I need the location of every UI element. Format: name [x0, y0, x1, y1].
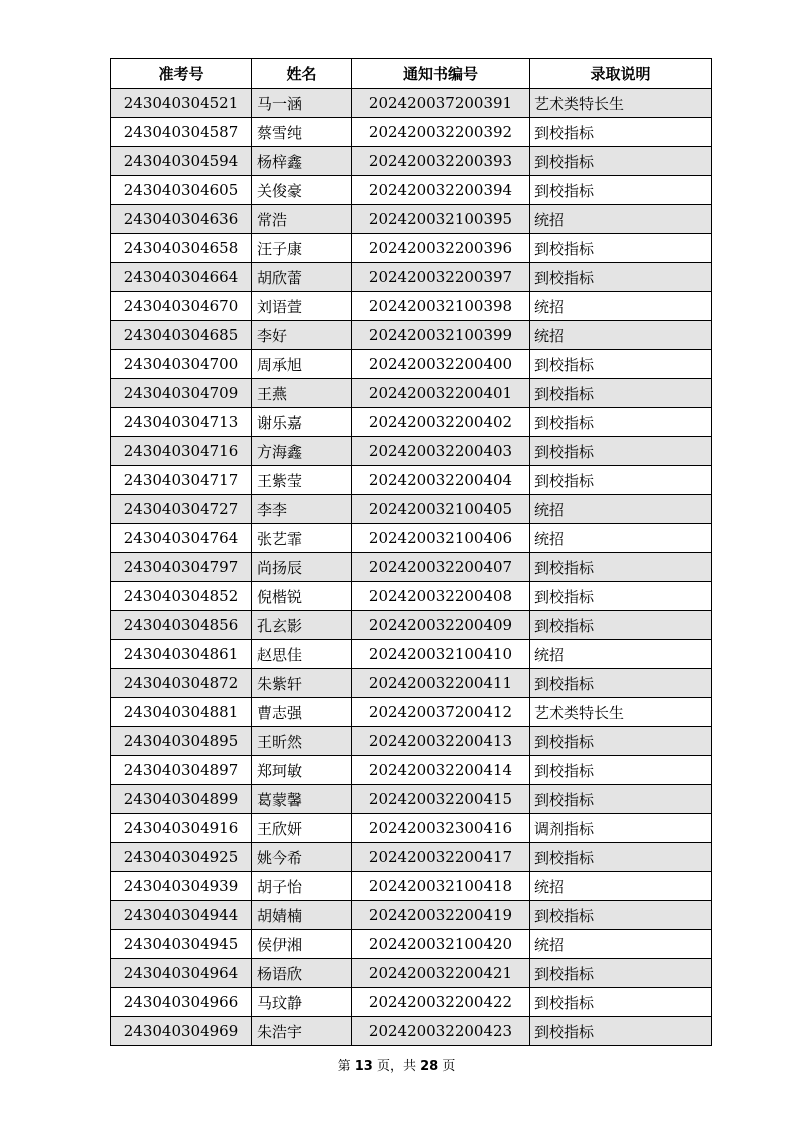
table-row	[111, 147, 712, 176]
exam-id-cell: 243040304969	[111, 1017, 252, 1046]
exam-id-cell: 243040304664	[111, 263, 252, 292]
table-row	[111, 1017, 712, 1046]
notice-number-cell: 202420032200419	[352, 901, 530, 930]
student-name-cell: 王欣妍	[252, 814, 352, 843]
exam-id-cell: 243040304700	[111, 350, 252, 379]
table-row	[111, 669, 712, 698]
page-footer	[0, 1055, 793, 1074]
admission-note-cell: 到校指标	[530, 901, 712, 930]
admission-note-cell: 统招	[530, 640, 712, 669]
admission-note-cell: 到校指标	[530, 147, 712, 176]
admission-note-cell: 到校指标	[530, 1017, 712, 1046]
table-body	[111, 89, 712, 1046]
student-name-cell: 胡婧楠	[252, 901, 352, 930]
notice-number-cell: 202420037200391	[352, 89, 530, 118]
notice-number-cell: 202420032200393	[352, 147, 530, 176]
student-name-cell: 刘语萱	[252, 292, 352, 321]
exam-id-cell: 243040304587	[111, 118, 252, 147]
student-name-cell: 李李	[252, 495, 352, 524]
admission-note-cell: 到校指标	[530, 118, 712, 147]
exam-id-cell: 243040304670	[111, 292, 252, 321]
admission-note-cell: 统招	[530, 872, 712, 901]
student-name-cell: 杨语欣	[252, 959, 352, 988]
exam-id-cell: 243040304636	[111, 205, 252, 234]
footer-middle: 页，共	[376, 1059, 416, 1074]
student-name-cell: 关俊豪	[252, 176, 352, 205]
notice-number-cell: 202420032200397	[352, 263, 530, 292]
notice-number-cell: 202420032200423	[352, 1017, 530, 1046]
table-row	[111, 263, 712, 292]
student-name-cell: 郑珂敏	[252, 756, 352, 785]
student-name-cell: 尚扬辰	[252, 553, 352, 582]
notice-number-cell: 202420032300416	[352, 814, 530, 843]
admission-note-cell: 统招	[530, 930, 712, 959]
exam-id-cell: 243040304899	[111, 785, 252, 814]
student-name-cell: 马玟静	[252, 988, 352, 1017]
notice-number-cell: 202420032200401	[352, 379, 530, 408]
table-row	[111, 234, 712, 263]
exam-id-cell: 243040304939	[111, 872, 252, 901]
notice-number-cell: 202420032100395	[352, 205, 530, 234]
exam-id-cell: 243040304852	[111, 582, 252, 611]
exam-id-cell: 243040304872	[111, 669, 252, 698]
exam-id-cell: 243040304925	[111, 843, 252, 872]
admission-note-cell: 到校指标	[530, 466, 712, 495]
header-exam-id: 准考号	[111, 59, 252, 89]
admission-note-cell: 统招	[530, 495, 712, 524]
student-name-cell: 孔玄影	[252, 611, 352, 640]
table-row	[111, 118, 712, 147]
student-name-cell: 周承旭	[252, 350, 352, 379]
notice-number-cell: 202420032200403	[352, 437, 530, 466]
footer-suffix: 页	[442, 1059, 456, 1074]
header-notice-number: 通知书编号	[352, 59, 530, 89]
exam-id-cell: 243040304727	[111, 495, 252, 524]
exam-id-cell: 243040304944	[111, 901, 252, 930]
notice-number-cell: 202420032100398	[352, 292, 530, 321]
table-row	[111, 205, 712, 234]
admission-note-cell: 到校指标	[530, 234, 712, 263]
student-name-cell: 马一涵	[252, 89, 352, 118]
table-row	[111, 698, 712, 727]
header-row	[111, 59, 712, 89]
admission-note-cell: 到校指标	[530, 553, 712, 582]
student-name-cell: 姚今希	[252, 843, 352, 872]
notice-number-cell: 202420032100420	[352, 930, 530, 959]
student-name-cell: 李好	[252, 321, 352, 350]
footer-prefix: 第	[337, 1059, 351, 1074]
admission-note-cell: 到校指标	[530, 408, 712, 437]
notice-number-cell: 202420032200413	[352, 727, 530, 756]
student-name-cell: 汪子康	[252, 234, 352, 263]
admission-note-cell: 到校指标	[530, 785, 712, 814]
student-name-cell: 葛蒙馨	[252, 785, 352, 814]
exam-id-cell: 243040304709	[111, 379, 252, 408]
header-name: 姓名	[252, 59, 352, 89]
exam-id-cell: 243040304966	[111, 988, 252, 1017]
admission-note-cell: 到校指标	[530, 959, 712, 988]
admission-note-cell: 到校指标	[530, 669, 712, 698]
table-row	[111, 524, 712, 553]
table-row	[111, 379, 712, 408]
student-name-cell: 谢乐嘉	[252, 408, 352, 437]
notice-number-cell: 202420032200407	[352, 553, 530, 582]
student-name-cell: 朱浩宇	[252, 1017, 352, 1046]
exam-id-cell: 243040304881	[111, 698, 252, 727]
exam-id-cell: 243040304717	[111, 466, 252, 495]
admission-note-cell: 到校指标	[530, 988, 712, 1017]
student-name-cell: 王燕	[252, 379, 352, 408]
current-page-number: 13	[354, 1059, 373, 1074]
table-row	[111, 959, 712, 988]
notice-number-cell: 202420032200415	[352, 785, 530, 814]
table-row	[111, 727, 712, 756]
exam-id-cell: 243040304895	[111, 727, 252, 756]
student-name-cell: 赵思佳	[252, 640, 352, 669]
admission-note-cell: 到校指标	[530, 756, 712, 785]
student-name-cell: 王昕然	[252, 727, 352, 756]
notice-number-cell: 202420032100405	[352, 495, 530, 524]
table-row	[111, 495, 712, 524]
total-page-number: 28	[420, 1059, 439, 1074]
notice-number-cell: 202420032200421	[352, 959, 530, 988]
admission-note-cell: 统招	[530, 205, 712, 234]
notice-number-cell: 202420032200408	[352, 582, 530, 611]
exam-id-cell: 243040304605	[111, 176, 252, 205]
student-name-cell: 杨梓鑫	[252, 147, 352, 176]
notice-number-cell: 202420032100399	[352, 321, 530, 350]
table-row	[111, 611, 712, 640]
admission-note-cell: 到校指标	[530, 727, 712, 756]
notice-number-cell: 202420032200417	[352, 843, 530, 872]
exam-id-cell: 243040304764	[111, 524, 252, 553]
header-admission-note: 录取说明	[530, 59, 712, 89]
table-row	[111, 640, 712, 669]
exam-id-cell: 243040304716	[111, 437, 252, 466]
table-row	[111, 930, 712, 959]
admission-note-cell: 到校指标	[530, 437, 712, 466]
exam-id-cell: 243040304658	[111, 234, 252, 263]
table-row	[111, 843, 712, 872]
admission-note-cell: 到校指标	[530, 176, 712, 205]
admission-note-cell: 艺术类特长生	[530, 89, 712, 118]
notice-number-cell: 202420032200396	[352, 234, 530, 263]
exam-id-cell: 243040304594	[111, 147, 252, 176]
student-name-cell: 倪楷锐	[252, 582, 352, 611]
notice-number-cell: 202420032200409	[352, 611, 530, 640]
notice-number-cell: 202420032200422	[352, 988, 530, 1017]
notice-number-cell: 202420032200402	[352, 408, 530, 437]
table-row	[111, 814, 712, 843]
admission-note-cell: 到校指标	[530, 843, 712, 872]
table-row	[111, 872, 712, 901]
notice-number-cell: 202420032200394	[352, 176, 530, 205]
notice-number-cell: 202420032200392	[352, 118, 530, 147]
exam-id-cell: 243040304685	[111, 321, 252, 350]
notice-number-cell: 202420037200412	[352, 698, 530, 727]
table-row	[111, 176, 712, 205]
table-row	[111, 437, 712, 466]
table-row	[111, 350, 712, 379]
exam-id-cell: 243040304797	[111, 553, 252, 582]
notice-number-cell: 202420032100410	[352, 640, 530, 669]
student-name-cell: 胡子怡	[252, 872, 352, 901]
notice-number-cell: 202420032100418	[352, 872, 530, 901]
table-row	[111, 785, 712, 814]
exam-id-cell: 243040304897	[111, 756, 252, 785]
admission-note-cell: 统招	[530, 524, 712, 553]
admission-note-cell: 统招	[530, 292, 712, 321]
student-name-cell: 胡欣蕾	[252, 263, 352, 292]
admission-table	[110, 58, 712, 1046]
exam-id-cell: 243040304713	[111, 408, 252, 437]
student-name-cell: 方海鑫	[252, 437, 352, 466]
admission-note-cell: 到校指标	[530, 350, 712, 379]
student-name-cell: 蔡雪纯	[252, 118, 352, 147]
admission-note-cell: 到校指标	[530, 379, 712, 408]
student-name-cell: 曹志强	[252, 698, 352, 727]
student-name-cell: 王紫莹	[252, 466, 352, 495]
admission-note-cell: 到校指标	[530, 263, 712, 292]
exam-id-cell: 243040304964	[111, 959, 252, 988]
table-row	[111, 988, 712, 1017]
table-row	[111, 756, 712, 785]
student-name-cell: 朱紫轩	[252, 669, 352, 698]
notice-number-cell: 202420032200400	[352, 350, 530, 379]
admission-note-cell: 调剂指标	[530, 814, 712, 843]
notice-number-cell: 202420032100406	[352, 524, 530, 553]
admission-note-cell: 到校指标	[530, 582, 712, 611]
table-row	[111, 582, 712, 611]
table-row	[111, 89, 712, 118]
table-row	[111, 408, 712, 437]
student-name-cell: 侯伊湘	[252, 930, 352, 959]
admission-note-cell: 到校指标	[530, 611, 712, 640]
student-name-cell: 张艺霏	[252, 524, 352, 553]
notice-number-cell: 202420032200404	[352, 466, 530, 495]
admission-note-cell: 艺术类特长生	[530, 698, 712, 727]
exam-id-cell: 243040304856	[111, 611, 252, 640]
student-name-cell: 常浩	[252, 205, 352, 234]
table-row	[111, 292, 712, 321]
table-row	[111, 553, 712, 582]
table-row	[111, 321, 712, 350]
exam-id-cell: 243040304945	[111, 930, 252, 959]
table-row	[111, 901, 712, 930]
admission-note-cell: 统招	[530, 321, 712, 350]
exam-id-cell: 243040304861	[111, 640, 252, 669]
notice-number-cell: 202420032200414	[352, 756, 530, 785]
exam-id-cell: 243040304916	[111, 814, 252, 843]
notice-number-cell: 202420032200411	[352, 669, 530, 698]
table-row	[111, 466, 712, 495]
exam-id-cell: 243040304521	[111, 89, 252, 118]
